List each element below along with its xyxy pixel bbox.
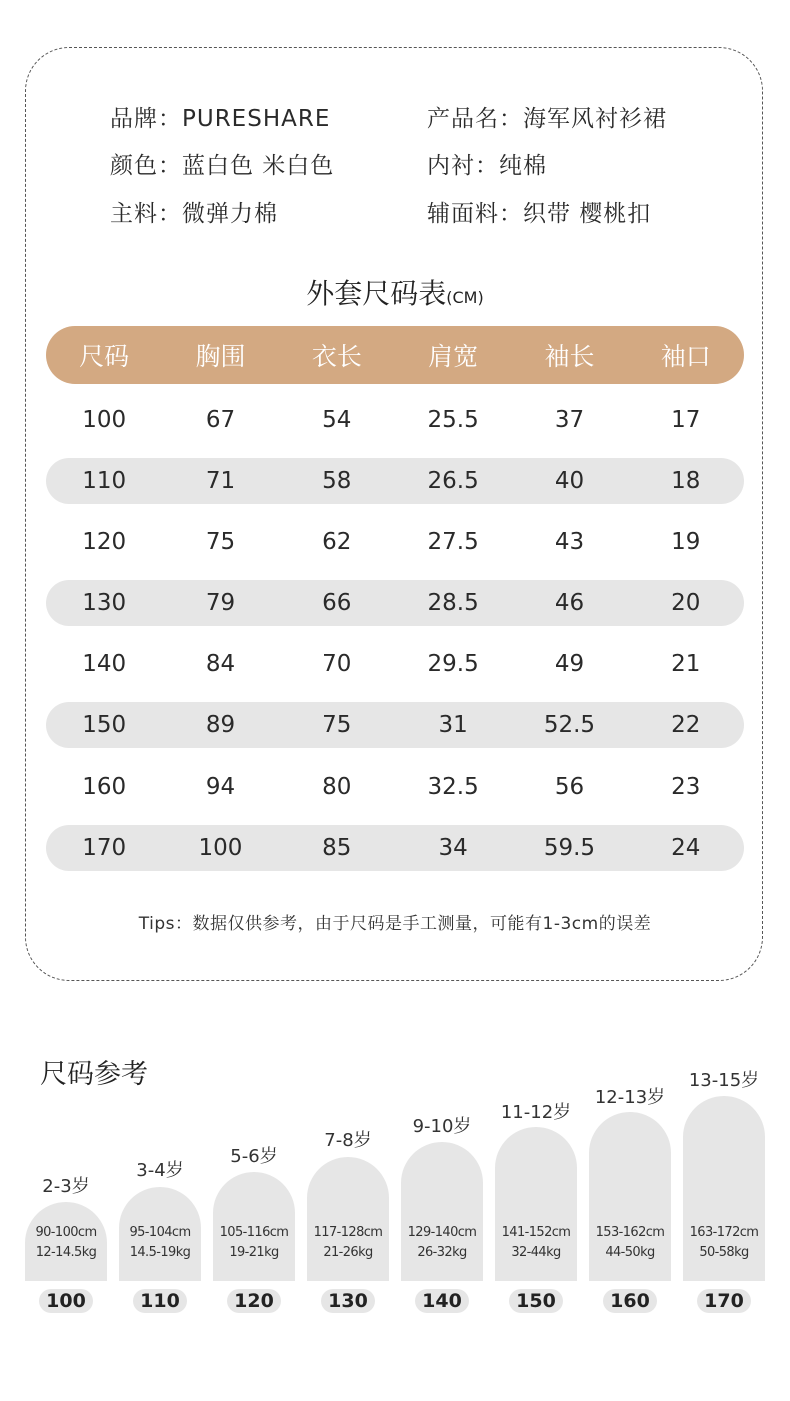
weight-range: 12-14.5kg bbox=[35, 1245, 97, 1260]
size-badge: 150 bbox=[509, 1289, 563, 1313]
table-cell: 100 bbox=[198, 835, 243, 861]
age-label: 9-10岁 bbox=[412, 1116, 472, 1137]
color-value: 蓝白色 米白色 bbox=[182, 153, 335, 179]
table-cell: 75 bbox=[205, 529, 236, 555]
height-range: 129-140cm bbox=[407, 1225, 477, 1240]
height-range: 163-172cm bbox=[689, 1225, 759, 1240]
table-cell: 52.5 bbox=[543, 712, 596, 738]
table-cell: 120 bbox=[82, 529, 127, 555]
table-cell: 28.5 bbox=[427, 590, 479, 616]
table-cell: 84 bbox=[205, 651, 236, 677]
table-cell: 59.5 bbox=[543, 835, 596, 861]
table-cell: 130 bbox=[82, 590, 127, 616]
lining-info bbox=[427, 147, 547, 180]
weight-range: 21-26kg bbox=[323, 1245, 373, 1260]
height-range: 95-104cm bbox=[129, 1225, 191, 1240]
table-cell: 37 bbox=[554, 407, 585, 433]
main-fabric-value: 微弹力棉 bbox=[182, 201, 278, 227]
size-badge: 170 bbox=[697, 1289, 751, 1313]
table-cell: 56 bbox=[554, 774, 585, 800]
table-cell: 32.5 bbox=[427, 774, 479, 800]
age-label: 12-13岁 bbox=[594, 1087, 666, 1108]
table-row bbox=[46, 458, 744, 504]
table-cell: 46 bbox=[554, 590, 585, 616]
table-cell: 150 bbox=[82, 712, 127, 738]
aux-fabric-value: 织带 樱桃扣 bbox=[523, 201, 652, 227]
header-cell: 袖口 bbox=[660, 342, 711, 371]
age-label: 2-3岁 bbox=[42, 1176, 90, 1197]
weight-range: 32-44kg bbox=[511, 1245, 561, 1260]
table-cell: 80 bbox=[322, 774, 352, 800]
table-cell: 17 bbox=[671, 407, 701, 433]
table-cell: 110 bbox=[82, 468, 127, 494]
table-row bbox=[46, 825, 744, 871]
table-cell: 160 bbox=[82, 774, 127, 800]
color-info bbox=[110, 147, 334, 180]
table-cell: 43 bbox=[554, 529, 585, 555]
lining-value: 纯棉 bbox=[499, 153, 547, 179]
table-cell: 25.5 bbox=[427, 407, 479, 433]
age-label: 5-6岁 bbox=[230, 1146, 278, 1167]
table-cell: 54 bbox=[322, 407, 352, 433]
product-value: 海军风衬衫裙 bbox=[523, 106, 667, 132]
size-badge: 130 bbox=[321, 1289, 375, 1313]
table-cell: 79 bbox=[205, 590, 236, 616]
table-cell: 58 bbox=[322, 468, 352, 494]
table-row bbox=[46, 397, 744, 443]
table-cell: 100 bbox=[82, 407, 127, 433]
height-range: 105-116cm bbox=[219, 1225, 289, 1240]
main-fabric-info bbox=[110, 195, 278, 228]
table-cell: 20 bbox=[671, 590, 701, 616]
table-cell: 31 bbox=[438, 712, 468, 738]
table-row bbox=[46, 702, 744, 748]
table-cell: 75 bbox=[322, 712, 352, 738]
height-range: 90-100cm bbox=[35, 1225, 97, 1240]
table-cell: 22 bbox=[671, 712, 701, 738]
height-range: 117-128cm bbox=[313, 1225, 383, 1240]
table-row bbox=[46, 580, 744, 626]
table-cell: 62 bbox=[322, 529, 352, 555]
main-fabric-label: 主料： bbox=[110, 201, 182, 227]
table-cell: 70 bbox=[322, 651, 352, 677]
size-badge: 100 bbox=[39, 1289, 93, 1313]
product-label: 产品名： bbox=[427, 106, 523, 132]
table-row bbox=[46, 519, 744, 565]
age-label: 13-15岁 bbox=[688, 1070, 760, 1091]
table-cell: 66 bbox=[322, 590, 352, 616]
table-cell: 67 bbox=[205, 407, 236, 433]
weight-range: 50-58kg bbox=[699, 1245, 749, 1260]
table-cell: 21 bbox=[671, 651, 701, 677]
table-cell: 18 bbox=[671, 468, 701, 494]
lining-label: 内衬： bbox=[427, 153, 499, 179]
size-table-header bbox=[46, 326, 744, 384]
size-table-title bbox=[0, 272, 790, 312]
table-cell: 89 bbox=[205, 712, 236, 738]
header-cell: 胸围 bbox=[195, 342, 246, 371]
age-label: 11-12岁 bbox=[500, 1102, 572, 1123]
table-row bbox=[46, 764, 744, 810]
table-cell: 34 bbox=[438, 835, 468, 861]
color-label: 颜色： bbox=[110, 153, 182, 179]
size-badge: 110 bbox=[133, 1289, 187, 1313]
tips-note: Tips：数据仅供参考，由于尺码是手工测量，可能有1-3cm的误差 bbox=[138, 914, 652, 934]
table-cell: 49 bbox=[554, 651, 585, 677]
table-row bbox=[46, 641, 744, 687]
weight-range: 44-50kg bbox=[605, 1245, 655, 1260]
age-label: 3-4岁 bbox=[136, 1160, 184, 1181]
size-table-unit: (CM) bbox=[446, 288, 484, 307]
age-label: 7-8岁 bbox=[324, 1130, 372, 1151]
aux-fabric-label: 辅面料： bbox=[427, 201, 523, 227]
table-cell: 24 bbox=[671, 835, 701, 861]
size-badge: 160 bbox=[603, 1289, 657, 1313]
weight-range: 19-21kg bbox=[229, 1245, 279, 1260]
table-cell: 23 bbox=[671, 774, 701, 800]
table-cell: 71 bbox=[205, 468, 236, 494]
size-table-title-text: 外套尺码表 bbox=[306, 277, 447, 310]
header-cell: 衣长 bbox=[311, 342, 362, 371]
product-info bbox=[427, 100, 667, 133]
brand-info bbox=[110, 100, 330, 133]
size-reference-title: 尺码参考 bbox=[40, 1059, 148, 1090]
table-cell: 40 bbox=[554, 468, 585, 494]
table-cell: 140 bbox=[82, 651, 127, 677]
brand-value: PURESHARE bbox=[182, 106, 331, 132]
aux-fabric-info bbox=[427, 195, 651, 228]
table-cell: 85 bbox=[322, 835, 352, 861]
weight-range: 14.5-19kg bbox=[129, 1245, 191, 1260]
header-cell: 袖长 bbox=[544, 342, 595, 371]
header-cell: 尺码 bbox=[79, 342, 130, 371]
table-cell: 19 bbox=[671, 529, 701, 555]
height-range: 141-152cm bbox=[501, 1225, 571, 1240]
brand-label: 品牌： bbox=[110, 106, 182, 132]
header-cell: 肩宽 bbox=[428, 342, 479, 371]
height-range: 153-162cm bbox=[595, 1225, 665, 1240]
weight-range: 26-32kg bbox=[417, 1245, 467, 1260]
table-cell: 26.5 bbox=[427, 468, 479, 494]
table-cell: 27.5 bbox=[427, 529, 479, 555]
size-badge: 120 bbox=[227, 1289, 281, 1313]
table-cell: 94 bbox=[205, 774, 236, 800]
size-badge: 140 bbox=[415, 1289, 469, 1313]
table-cell: 170 bbox=[82, 835, 127, 861]
table-cell: 29.5 bbox=[427, 651, 479, 677]
